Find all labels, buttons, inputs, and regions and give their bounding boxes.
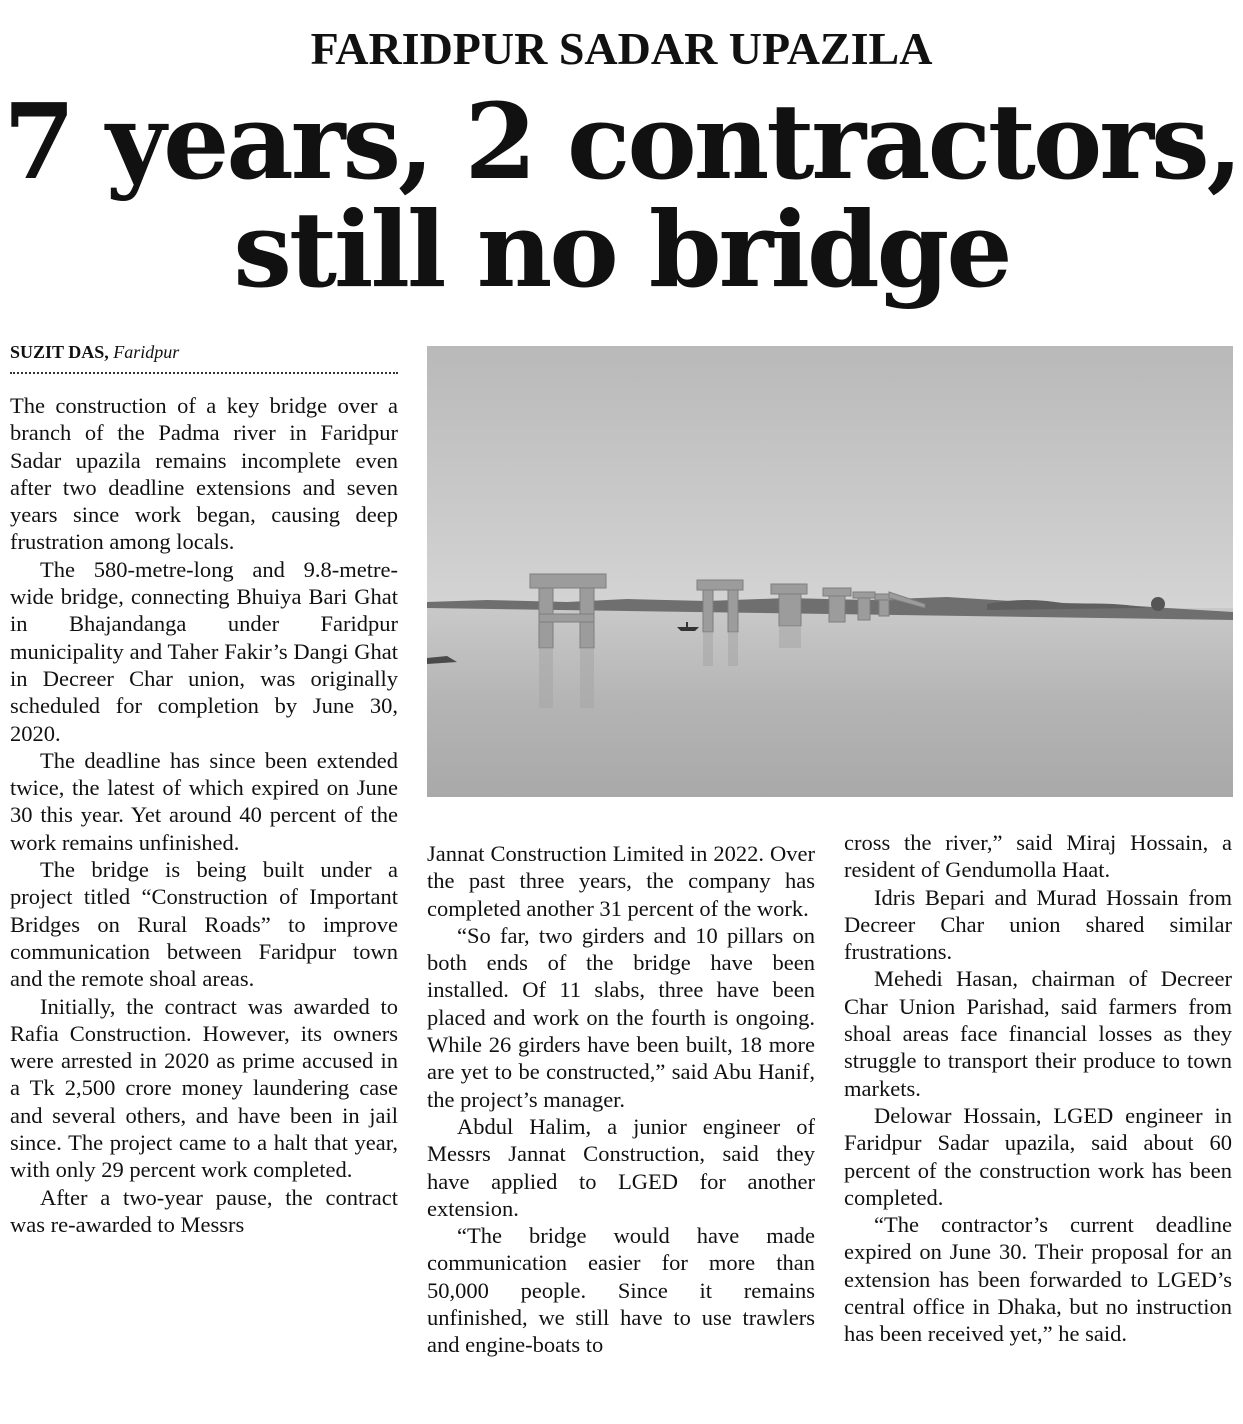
byline-divider [10, 372, 398, 374]
tree [1151, 597, 1165, 611]
headline-line-1: 7 years, 2 contractors, [3, 80, 1240, 203]
paragraph: The 580-metre-long and 9.8-metre-wide bridge, connecting Bhuiya Bari Ghat in Bhajandanga under Faridpur municipality and Taher Fakir’s Dangi Ghat in Decreer Char union, was originally scheduled for completion by June 30, 2020. [10, 556, 398, 746]
paragraph: The bridge is being built under a project titled “Construction of Important Bridges on Rural Roads” to improve communication between Faridpur town and the remote shoal areas. [10, 857, 398, 992]
section-kicker: FARIDPUR SADAR UPAZILA [310, 23, 933, 74]
headline-line-2: still no bridge [233, 188, 1010, 311]
paragraph: Mehedi Hasan, chairman of Decreer Char Union Parishad, said farmers from shoal areas face financial losses as they struggle to transport their produce to town markets. [844, 966, 1232, 1101]
paragraph: The deadline has since been extended twice, the latest of which expired on June 30 this year. Yet around 40 percent of the work remains unfinished. [10, 747, 398, 855]
paragraph: The construction of a key bridge over a branch of the Padma river in Faridpur Sadar upazila remains incomplete even after two deadline extensions and seven years since work began, causing deep frustration among locals. [10, 393, 398, 555]
paragraph: Jannat Construction Limited in 2022. Over the past three years, the company has completed another 31 percent of the work. [427, 841, 815, 921]
bridge-photo [427, 346, 1233, 797]
sky [427, 346, 1233, 608]
paragraph: Delowar Hossain, LGED engineer in Faridpur Sadar upazila, said about 60 percent of the construction work has been completed. [844, 1102, 1232, 1210]
headline [0, 80, 1243, 311]
paragraph: After a two-year pause, the contract was re-awarded to Messrs [10, 1184, 398, 1237]
paragraph: Abdul Halim, a junior engineer of Messrs Jannat Construction, said they have applied to LGED for another extension. [427, 1113, 815, 1221]
paragraph: cross the river,” said Miraj Hossain, a resident of Gendumolla Haat. [844, 830, 1232, 883]
paragraph: “The contractor’s current deadline expired on June 30. Their proposal for an extension has been forwarded to LGED’s central office in Dhaka, but no instruction has been received yet,” he said. [844, 1212, 1232, 1347]
paragraph: Initially, the contract was awarded to Rafia Construction. However, its owners were arrested in 2020 as prime accused in a Tk 2,500 crore money laundering case and several others, and have been in jail since. The project came to a halt that year, with only 29 percent work completed. [10, 993, 398, 1183]
byline-location: Faridpur [113, 342, 180, 362]
paragraph: Idris Bepari and Murad Hossain from Decreer Char union shared similar frustrations. [844, 884, 1232, 965]
byline [10, 342, 179, 363]
article-column-1 [10, 392, 398, 1238]
byline-author: SUZIT DAS, [10, 342, 109, 362]
article-column-2 [427, 840, 815, 1359]
article-column-3 [844, 829, 1232, 1348]
paragraph: “So far, two girders and 10 pillars on both ends of the bridge have been installed. Of 11 slabs, three have been placed and work on the fourth is ongoing. While 26 girders have been built, 18 more are yet to be constructed,” said Abu Hanif, the project’s manager. [427, 922, 815, 1112]
paragraph: “The bridge would have made communication easier for more than 50,000 people. Since it remains unfinished, we still have to use trawlers and engine-boats to [427, 1223, 815, 1358]
